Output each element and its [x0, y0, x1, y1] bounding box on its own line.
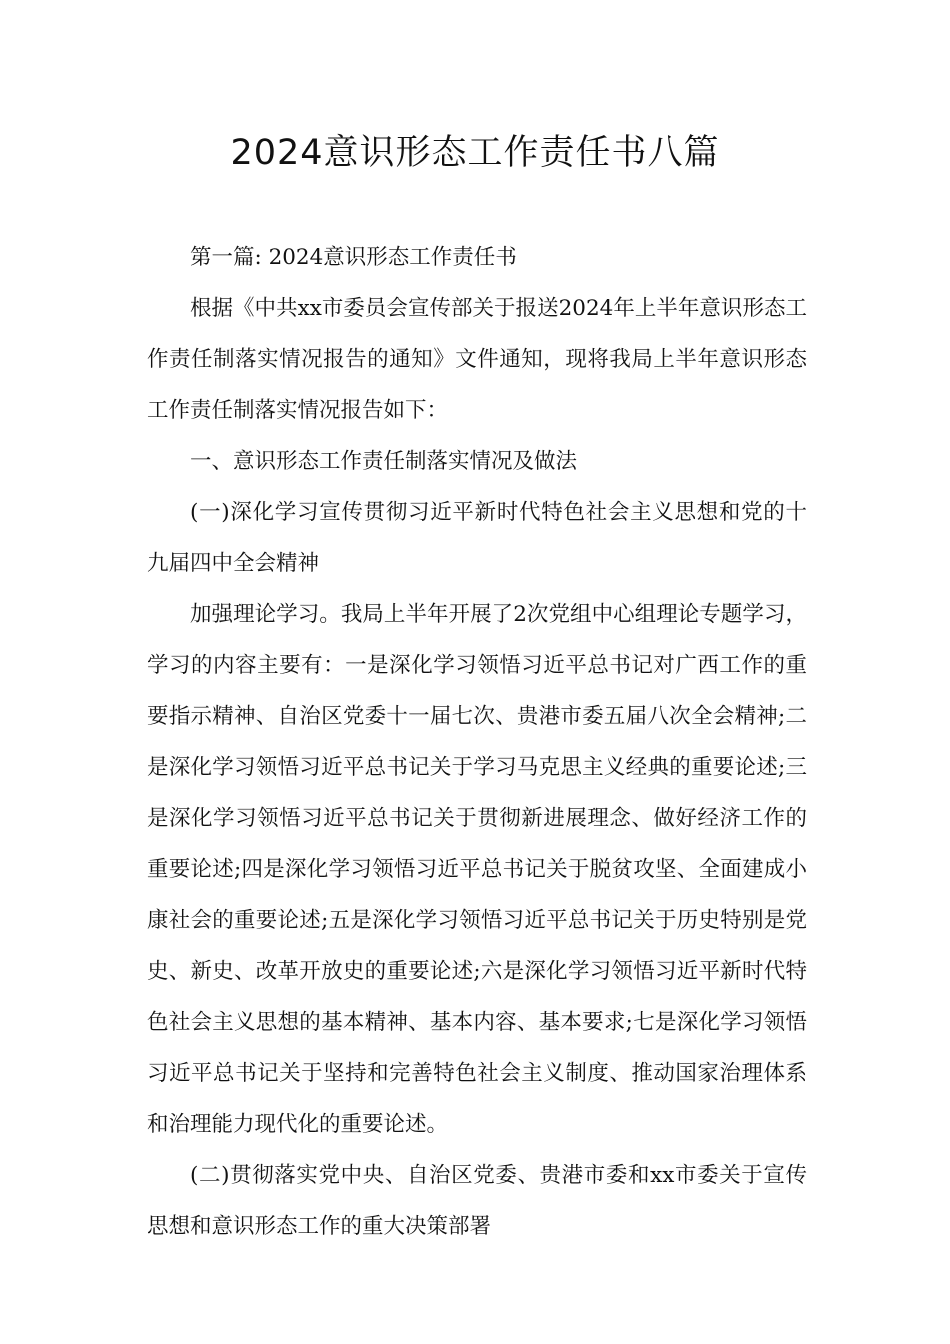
paragraph-theory-study: 加强理论学习。我局上半年开展了2次党组中心组理论专题学习，学习的内容主要有：一是深化学习领悟习近平总书记对广西工作的重要指示精神、自治区党委十一届七次、贵港市委五届八次全会精神;二是深化学习领悟习近平总书记关于学习马克思主义经典的重要论述;三是深化学习领悟习近平总书记关于贯彻新进展理念、做好经济工作的重要论述;四是深化学习领悟习近平总书记关于脱贫攻坚、全面建成小康社会的重要论述;五是深化学习领悟习近平总书记关于历史特别是党史、新史、改革开放史的重要论述;六是深化学习领悟习近平新时代特色社会主义思想的基本精神、基本内容、基本要求;七是深化学习领悟习近平总书记关于坚持和完善特色社会主义制度、推动国家治理体系和治理能力现代化的重要论述。 [147, 602, 807, 1137]
document-body [147, 232, 807, 1252]
paragraph-subsection-two-heading: (二)贯彻落实党中央、自治区党委、贵港市委和xx市委关于宣传思想和意识形态工作的重大决策部署 [147, 1163, 807, 1239]
paragraph-intro: 根据《中共xx市委员会宣传部关于报送2024年上半年意识形态工作责任制落实情况报告的通知》文件通知，现将我局上半年意识形态工作责任制落实情况报告如下： [147, 296, 807, 423]
paragraph-part-one-heading: 一、意识形态工作责任制落实情况及做法 [190, 449, 578, 474]
paragraph-subsection-one-heading: (一)深化学习宣传贯彻习近平新时代特色社会主义思想和党的十九届四中全会精神 [147, 500, 807, 576]
paragraph-section-heading: 第一篇: 2024意识形态工作责任书 [190, 245, 517, 270]
document-title: 2024意识形态工作责任书八篇 [230, 133, 720, 173]
